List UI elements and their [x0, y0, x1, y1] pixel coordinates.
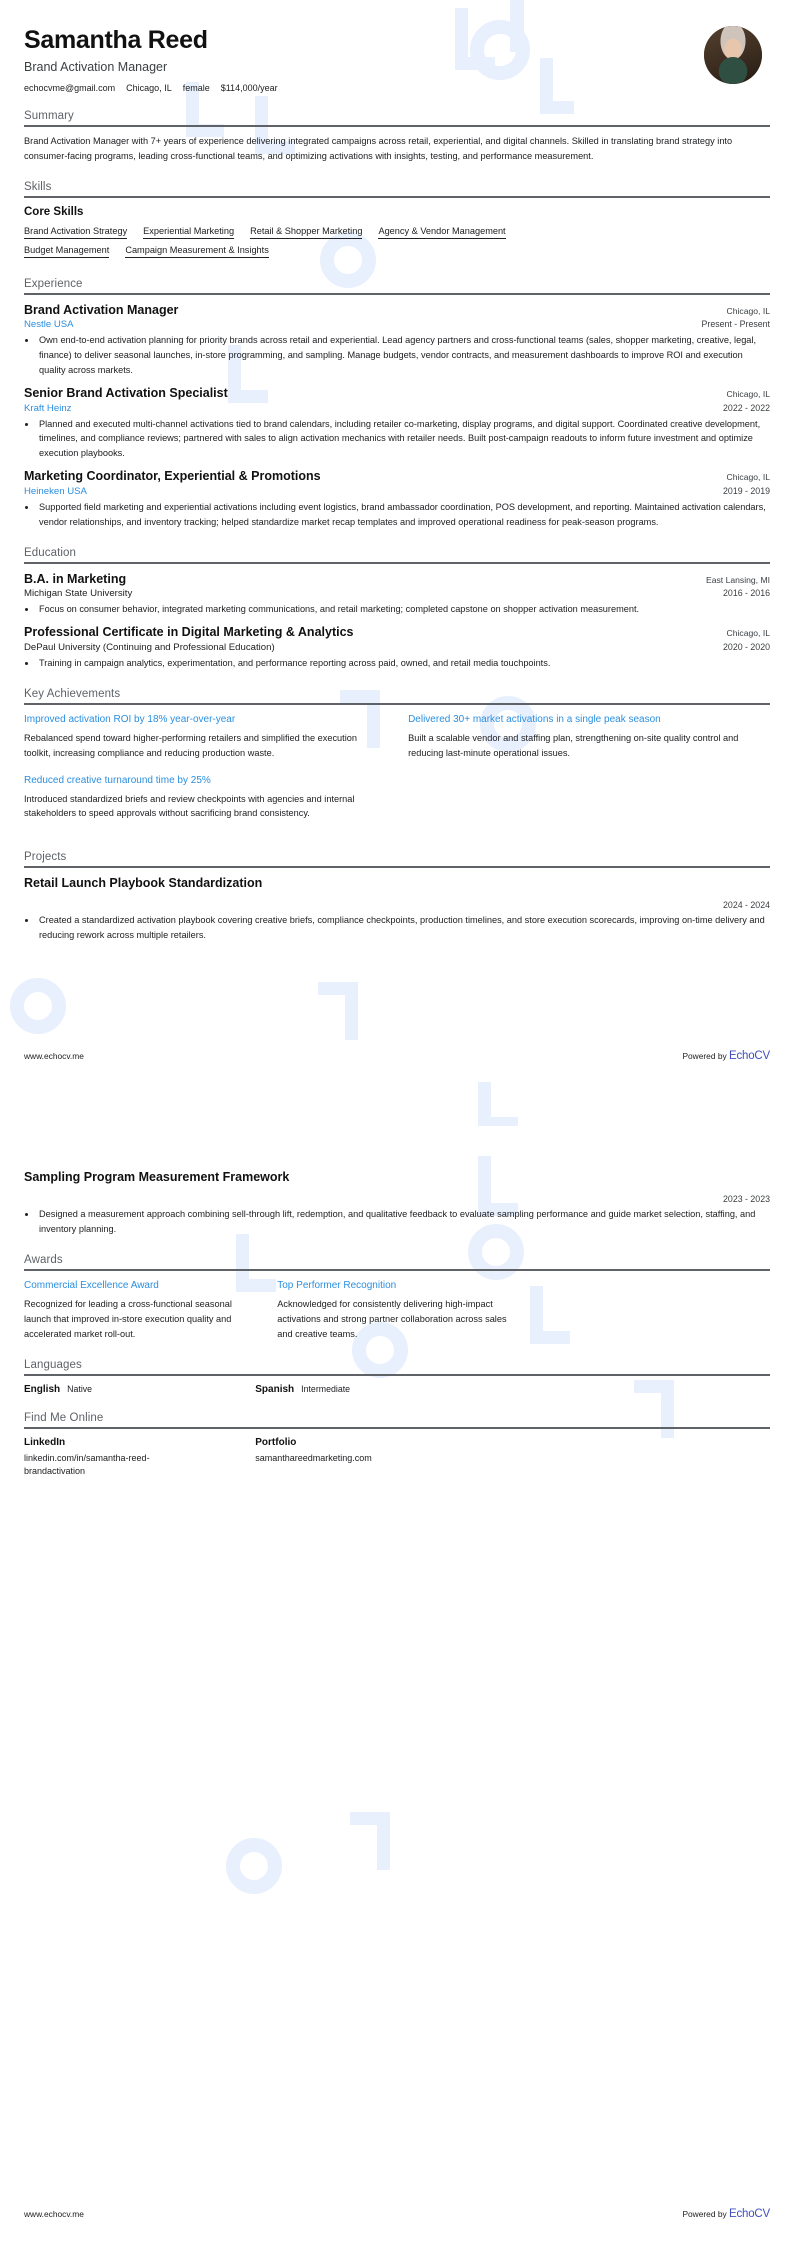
section-skills — [24, 181, 770, 261]
degree-title: B.A. in Marketing — [24, 571, 127, 586]
award-item — [24, 1279, 255, 1342]
job-title: Brand Activation Manager — [24, 302, 179, 317]
achievement-title: Improved activation ROI by 18% year-over-year — [24, 713, 236, 725]
experience-item-head — [24, 303, 770, 319]
job-dates: 2022 - 2022 — [723, 402, 770, 413]
job-dates: 2019 - 2019 — [723, 485, 770, 496]
job-company[interactable]: Kraft Heinz — [24, 402, 72, 414]
section-divider — [24, 1374, 770, 1376]
school-location: Chicago, IL — [726, 628, 770, 639]
section-title-projects: Projects — [24, 851, 67, 864]
footer-powered-prefix: Powered by — [682, 2209, 727, 2219]
header-role: Brand Activation Manager — [24, 59, 168, 74]
achievement-item — [24, 774, 382, 822]
footer-powered-by — [682, 2208, 770, 2220]
section-title-languages: Languages — [24, 1358, 82, 1371]
skills-list — [24, 223, 770, 261]
footer-powered-by — [682, 1050, 770, 1062]
header-meta — [24, 83, 278, 93]
section-divider — [24, 196, 770, 198]
section-awards — [24, 1254, 770, 1342]
education-bullet: • Training in campaign analytics, experimentation, and performance reporting across paid, owned, and retail media touchpoints. — [37, 656, 770, 671]
section-divider — [24, 293, 770, 295]
watermark-corner-icon — [318, 982, 358, 1040]
section-languages — [24, 1359, 770, 1395]
education-item — [24, 625, 770, 671]
avatar-photo — [704, 26, 762, 84]
footer-site-url[interactable]: www.echocv.me — [24, 2209, 84, 2219]
section-divider — [24, 562, 770, 564]
project-item — [24, 1170, 770, 1237]
project-dates: 2024 - 2024 — [723, 900, 770, 911]
achievements-grid — [24, 713, 770, 835]
online-link-value[interactable]: linkedin.com/in/samantha-reed-brandactivation — [24, 1452, 150, 1477]
project-bullet: • Created a standardized activation playbook covering creative briefs, compliance checkpoints, production timelines, and store execution scorecards, improving on-time delivery and reducing rework across multiple retailers. — [37, 913, 770, 943]
watermark-o-icon — [10, 978, 66, 1034]
skill-chip: Brand Activation Strategy — [24, 223, 127, 239]
experience-item — [24, 303, 770, 378]
skills-group-title: Core Skills — [24, 205, 84, 218]
page-footer — [0, 1050, 794, 1062]
page-title: Samantha Reed — [24, 26, 208, 54]
award-desc: Acknowledged for consistently delivering high-impact activations and strong partner collaboration across sales and creative teams. — [277, 1298, 507, 1339]
language-item — [255, 1384, 486, 1395]
watermark-corner-icon — [478, 1082, 518, 1126]
section-title-find-me-online: Find Me Online — [24, 1411, 104, 1424]
online-link-value[interactable]: samanthareedmarketing.com — [255, 1452, 372, 1463]
school-name: Michigan State University — [24, 588, 133, 600]
section-education — [24, 547, 770, 671]
project-item — [24, 876, 770, 943]
resume-header — [24, 0, 770, 93]
experience-item — [24, 386, 770, 461]
section-title-skills: Skills — [24, 180, 52, 193]
footer-powered-prefix: Powered by — [682, 1051, 727, 1061]
education-bullets — [37, 602, 770, 617]
skills-row — [24, 223, 770, 242]
achievement-desc: Rebalanced spend toward higher-performing retailers and simplified the execution toolkit, increasing compliance and reducing production waste. — [24, 732, 357, 758]
achievement-title: Delivered 30+ market activations in a single peak season — [408, 713, 661, 725]
school-dates: 2020 - 2020 — [723, 641, 770, 652]
watermark-corner-icon — [350, 1812, 390, 1870]
languages-list — [24, 1384, 770, 1395]
language-name: Spanish — [255, 1383, 295, 1395]
watermark-o-icon — [226, 1838, 282, 1894]
education-bullets — [37, 656, 770, 671]
project-name: Retail Launch Playbook Standardization — [24, 876, 263, 891]
section-title-experience: Experience — [24, 277, 83, 290]
degree-title: Professional Certificate in Digital Marketing & Analytics — [24, 625, 354, 640]
achievement-desc: Built a scalable vendor and staffing plan, strengthening on-site quality control and reducing last-minute operational issues. — [408, 732, 739, 758]
education-item — [24, 572, 770, 618]
project-dates: 2023 - 2023 — [723, 1194, 770, 1204]
school-dates: 2016 - 2016 — [723, 588, 770, 599]
job-bullet: • Planned and executed multi-channel activations tied to brand calendars, including retailer co-marketing, display programs, and digital support. Coordinated creative development, timelines, and compliance reviews; partnered with sales to align activation mechanics with retailer needs. Built post-campaign readouts to inform future investment and optimize execution playbooks. — [37, 417, 770, 462]
footer-site-url[interactable]: www.echocv.me — [24, 1051, 84, 1061]
skill-chip: Experiential Marketing — [143, 223, 234, 239]
experience-item-head — [24, 386, 770, 402]
section-title-summary: Summary — [24, 109, 74, 122]
section-projects — [24, 851, 770, 943]
skill-chip: Agency & Vendor Management — [378, 223, 505, 239]
achievements-column-left — [24, 713, 382, 835]
job-company[interactable]: Heineken USA — [24, 485, 87, 497]
education-item-sub — [24, 588, 770, 599]
page-footer — [0, 2208, 794, 2220]
section-divider — [24, 1427, 770, 1429]
job-bullets — [37, 500, 770, 530]
job-location: Chicago, IL — [726, 472, 770, 483]
section-projects-continued — [24, 1170, 770, 1237]
online-link-label: Portfolio — [255, 1436, 297, 1448]
award-title: Commercial Excellence Award — [24, 1279, 159, 1291]
language-name: English — [24, 1383, 61, 1395]
experience-item-sub — [24, 486, 770, 497]
online-link-label: LinkedIn — [24, 1436, 66, 1448]
section-key-achievements — [24, 688, 770, 835]
online-links-list — [24, 1437, 770, 1479]
award-desc: Recognized for leading a cross-functional seasonal launch that improved in-store execution quality and accelerated market roll-out. — [24, 1298, 232, 1339]
experience-item-sub — [24, 403, 770, 414]
job-location: Chicago, IL — [726, 305, 770, 316]
avatar — [704, 26, 762, 84]
education-item-head — [24, 572, 770, 588]
job-title: Marketing Coordinator, Experiential & Promotions — [24, 469, 321, 484]
experience-item — [24, 469, 770, 529]
achievements-column-right — [408, 713, 766, 835]
project-bullets — [37, 1207, 770, 1237]
education-item-head — [24, 625, 770, 641]
school-name: DePaul University (Continuing and Professional Education) — [24, 641, 275, 653]
section-divider — [24, 1269, 770, 1271]
header-text-block — [24, 26, 278, 93]
job-title: Senior Brand Activation Specialist — [24, 385, 228, 400]
award-title: Top Performer Recognition — [277, 1279, 397, 1291]
online-link-item — [255, 1437, 486, 1479]
skill-chip: Budget Management — [24, 242, 109, 258]
job-bullets — [37, 417, 770, 462]
job-bullet: • Own end-to-end activation planning for priority brands across retail and experiential. Lead agency partners and cross-functional teams (sales, shopper marketing, creative, legal, finance) to deliver seasonal launches, in-store programming, and sampling. Manage budgets, vendor contracts, and measurement dashboards to improve ROI and execution quality across markets. — [37, 333, 770, 378]
section-title-key-achievements: Key Achievements — [24, 687, 121, 700]
project-name: Sampling Program Measurement Framework — [24, 1170, 290, 1184]
project-bullet: • Designed a measurement approach combining sell-through lift, redemption, and qualitative feedback to evaluate sampling performance and guide market selection, staffing, and inventory planning. — [37, 1207, 770, 1237]
section-experience — [24, 278, 770, 530]
experience-item-sub — [24, 319, 770, 330]
achievement-title: Reduced creative turnaround time by 25% — [24, 774, 211, 786]
language-level: Native — [67, 1383, 93, 1394]
job-dates: Present - Present — [701, 319, 770, 330]
language-level: Intermediate — [301, 1383, 351, 1394]
education-item-sub — [24, 642, 770, 653]
online-link-item — [24, 1437, 255, 1479]
skill-chip: Retail & Shopper Marketing — [250, 223, 362, 239]
language-item — [24, 1384, 255, 1395]
job-company[interactable]: Nestle USA — [24, 319, 74, 331]
contact-gender: female — [182, 82, 210, 93]
awards-grid — [24, 1279, 770, 1342]
section-divider — [24, 125, 770, 127]
section-find-me-online — [24, 1412, 770, 1479]
contact-email: echocvme@gmail.com — [24, 82, 116, 93]
section-title-education: Education — [24, 546, 77, 559]
achievement-item — [24, 713, 382, 761]
job-location: Chicago, IL — [726, 388, 770, 399]
resume-page-2 — [0, 1126, 794, 2246]
experience-item-head — [24, 469, 770, 485]
project-bullets — [37, 913, 770, 943]
contact-salary: $114,000/year — [220, 82, 278, 93]
school-location: East Lansing, MI — [705, 574, 770, 585]
section-summary — [24, 110, 770, 164]
education-bullet: • Focus on consumer behavior, integrated marketing communications, and retail marketing; completed capstone on shopper activation measurement. — [37, 602, 770, 617]
job-bullet: • Supported field marketing and experiential activations including event logistics, brand ambassador coordination, POS development, and reporting. Maintained activation calendars, vendor relationships, and inventory tracking; helped standardize market recap templates and improved operational readiness for peak-season programs. — [37, 500, 770, 530]
footer-brand: EchoCV — [729, 1050, 770, 1062]
footer-brand: EchoCV — [729, 2208, 770, 2220]
achievement-item — [408, 713, 766, 761]
contact-location: Chicago, IL — [126, 82, 172, 93]
achievement-desc: Introduced standardized briefs and review checkpoints with agencies and internal stakeholders to speed approvals without sacrificing brand consistency. — [24, 793, 355, 819]
section-divider — [24, 703, 770, 705]
skills-row — [24, 242, 770, 261]
job-bullets — [37, 333, 770, 378]
award-item — [277, 1279, 508, 1342]
summary-text: Brand Activation Manager with 7+ years of experience delivering integrated campaigns across retail, experiential, and digital channels. Skilled in translating brand strategy into consumer-facing programs, leading cross-functional teams, and optimizing activations with insights, testing, and performance measurement. — [24, 135, 733, 161]
skill-chip: Campaign Measurement & Insights — [125, 242, 269, 258]
section-title-awards: Awards — [24, 1253, 63, 1266]
section-divider — [24, 866, 770, 868]
